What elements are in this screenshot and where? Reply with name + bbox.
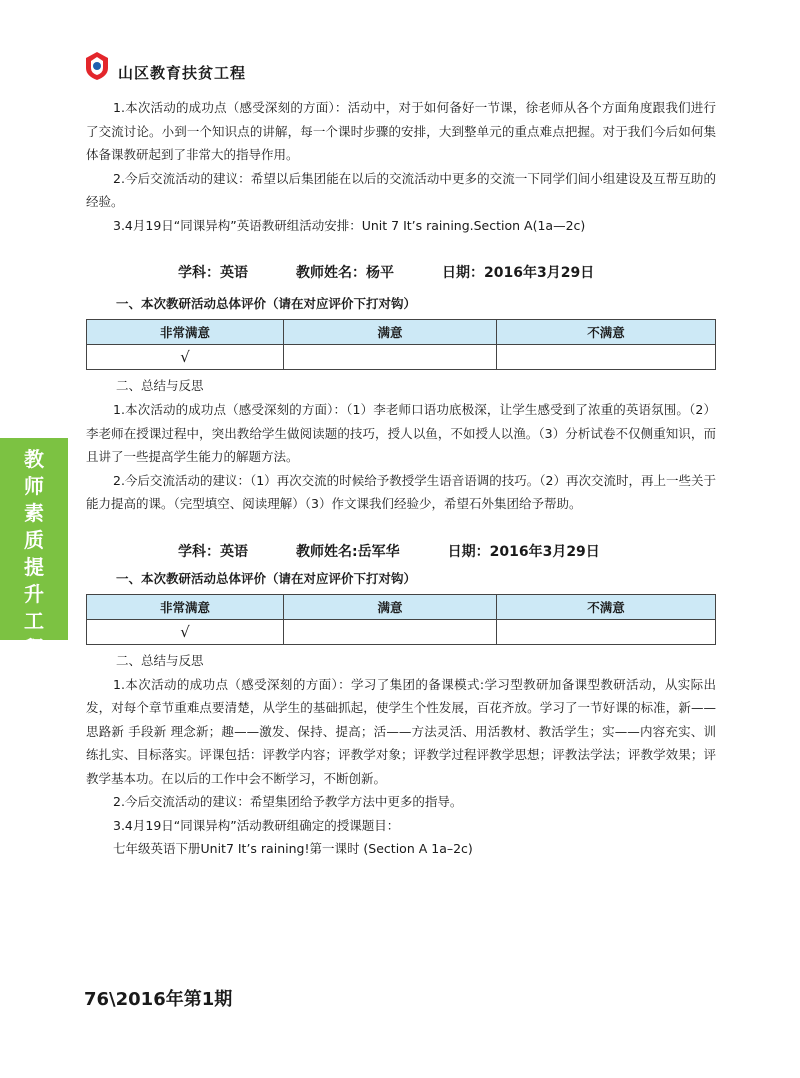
empty-cell [284,345,497,370]
side-tab [0,438,68,660]
intro-paragraph-2: 2.今后交流活动的建议：希望以后集团能在以后的交流活动中更多的交流一下同学们间小组建设及互帮互助的经验。 [86,170,716,209]
record-1-eval-title: 一、本次教研活动总体评价（请在对应评价下打对钩） [116,296,417,311]
table-header-satisfied: 满意 [284,594,497,619]
header-title: 山区教育扶贫工程 [118,63,247,82]
record-2-paragraph-4: 七年级英语下册Unit7 It’s raining!第一课时 (Section A 1a–2c) [113,841,473,856]
record-1-eval-table [86,319,716,370]
record-2-paragraph-1: 1.本次活动的成功点（感受深刻的方面）：学习了集团的备课模式:学习型教研加备课型教研活动，从实际出发，对每个章节重难点要清楚，从学生的基础抓起，使学生个性发展，百花齐放。学习了一节好课的标准，新——思路新 手段新 理念新；趣——激发、保持、提高；活——方法灵活、用活教材、教活学生；实——内容充实、训练扎实、目标落实。评课包括：评教学内容；评教学对象；评教学过程评教学思想；评教法学法；评教学效果；评教学基本功。在以后的工作中会不断学习，不断创新。 [86,676,716,786]
record-1-paragraph-2: 2.今后交流活动的建议：（1）再次交流的时候给予教授学生语音语调的技巧。（2）再次交流时，再上一些关于能力提高的课。（完型填空、阅读理解）（3）作文课我们经验少，希望石外集团给予帮助。 [86,472,716,511]
side-tab-char: 程 [24,636,44,660]
table-header-unsatisfied: 不满意 [497,594,716,619]
record-2-eval-title: 一、本次教研活动总体评价（请在对应评价下打对钩） [116,570,417,586]
side-tab-char: 素 [24,501,44,525]
main-content [86,96,716,861]
side-tab-char: 升 [24,582,44,606]
table-header-very-satisfied: 非常满意 [87,320,284,345]
record-2-teacher: 教师姓名:岳军华 [296,543,400,560]
record-1-paragraph-1: 1.本次活动的成功点（感受深刻的方面）：（1）李老师口语功底极深，让学生感受到了浓重的英语氛围。（2）李老师在授课过程中，突出教给学生做阅读题的技巧，授人以鱼，不如授人以渔。（3）分析试卷不仅侧重知识，而且讲了一些提高学生能力的解题方法。 [86,402,716,464]
page-header [84,46,246,86]
page-footer: 76\2016年第1期 [84,989,233,1010]
record-1-date: 日期：2016年3月29日 [442,265,595,281]
side-tab-char: 工 [24,609,44,633]
record-2-subject: 学科：英语 [178,543,248,560]
side-tab-char: 教 [24,447,44,471]
check-mark-cell: √ [87,619,284,644]
check-mark-cell: √ [87,345,284,370]
empty-cell [284,619,497,644]
record-1-teacher: 教师姓名：杨平 [296,265,394,281]
intro-paragraph-3: 3.4月19日“同课异构”英语教研组活动安排：Unit 7 It’s raining.Section A(1a—2c) [113,217,586,233]
record-2-heading [86,539,716,563]
side-tab-char: 提 [24,555,44,579]
side-tab-char: 师 [24,474,44,498]
empty-cell [497,345,716,370]
record-2-eval-table [86,594,716,645]
empty-cell [497,619,716,644]
table-header-very-satisfied: 非常满意 [87,594,284,619]
logo-icon [84,50,110,82]
record-1-subject: 学科：英语 [178,265,248,281]
record-2-date: 日期：2016年3月29日 [447,543,600,560]
side-tab-char: 质 [24,528,44,552]
record-2-summary-title: 二、总结与反思 [116,652,204,668]
record-2-paragraph-3: 3.4月19日“同课异构”活动教研组确定的授课题目： [113,817,400,833]
table-header-unsatisfied: 不满意 [497,320,716,345]
record-1-heading [86,260,716,284]
intro-paragraph-1: 1.本次活动的成功点（感受深刻的方面）：活动中，对于如何备好一节课，徐老师从各个方面角度跟我们进行了交流讨论。小到一个知识点的讲解，每一个课时步骤的安排，大到整单元的重点难点把握。对于我们今后如何集体备课教研起到了非常大的指导作用。 [86,100,716,162]
table-header-satisfied: 满意 [284,320,497,345]
record-2-paragraph-2: 2.今后交流活动的建议：希望集团给予教学方法中更多的指导。 [113,794,463,809]
record-1-summary-title: 二、总结与反思 [116,378,204,393]
